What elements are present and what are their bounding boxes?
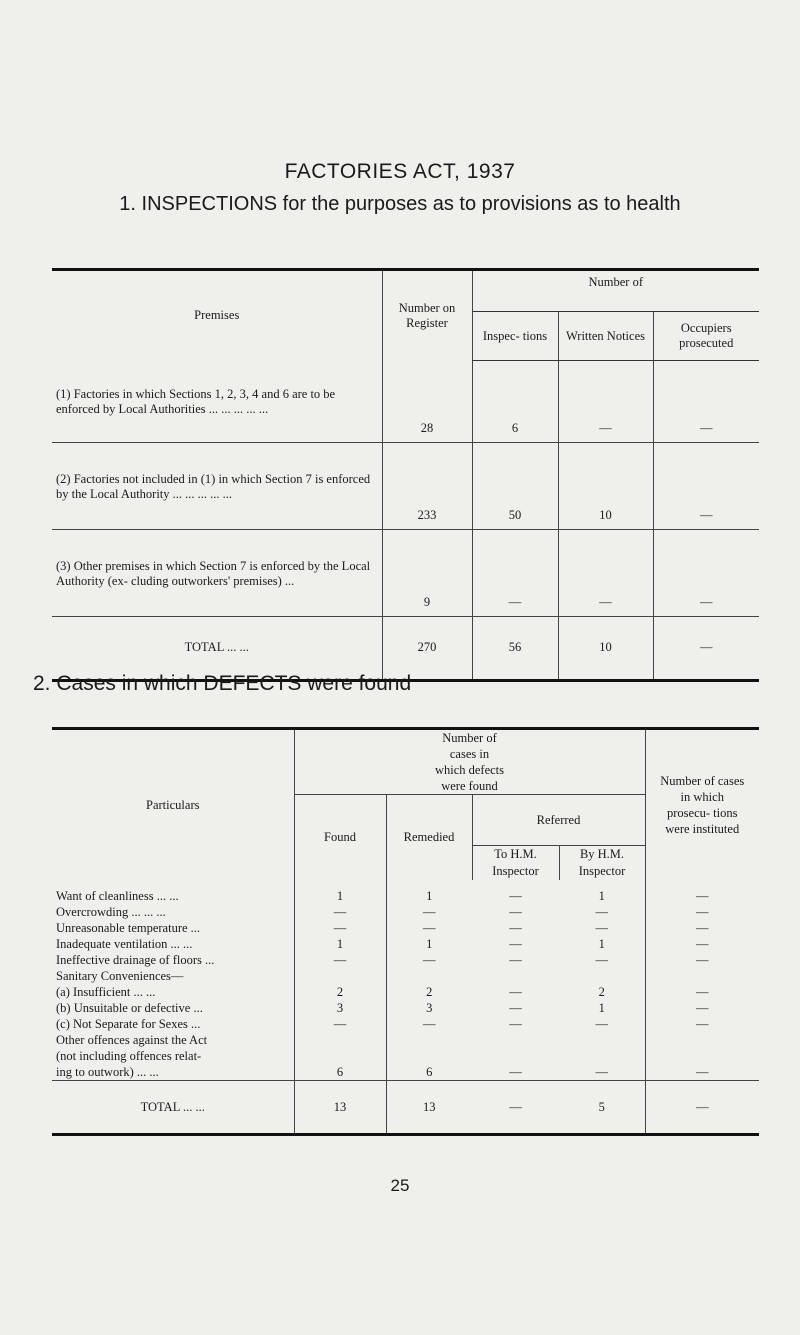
col-cases-found: Number of cases in which defects were found (294, 729, 645, 795)
by-hm-cell: 1 (598, 1001, 605, 1015)
notices-cell: — (558, 361, 653, 443)
total-to-hm: — (472, 1081, 559, 1135)
found-cell: — (294, 952, 386, 968)
total-label: TOTAL ... ... (52, 616, 382, 680)
particulars-cell: ing to outwork) ... ... (56, 1065, 159, 1079)
prosecutions-cell: — (645, 920, 759, 936)
remedied-cell: 1 (386, 880, 472, 904)
total-row (52, 616, 759, 680)
particulars-cell: (a) Insufficient ... ... (56, 985, 156, 999)
table-row (52, 1000, 759, 1016)
total-inspections: 56 (472, 616, 558, 680)
col-occupiers: Occupiers prosecuted (653, 312, 759, 361)
col-register: Number on Register (382, 270, 472, 361)
remedied-cell: — (386, 920, 472, 936)
by-hm-cell: — (595, 1017, 608, 1031)
by-hm-cell: 1 (598, 937, 605, 951)
to-hm-cell: — (509, 1017, 522, 1031)
remedied-cell: — (386, 952, 472, 968)
to-hm-cell: — (509, 1001, 522, 1015)
section1-heading: 1. INSPECTIONS for the purposes as to provisions as to health (119, 193, 681, 215)
inspections-cell: — (472, 529, 558, 616)
premises-cell: (2) Factories not included in (1) in which Section 7 is enforced by the Local Authority ... ... ... ... ... (52, 442, 382, 529)
col-premises: Premises (194, 308, 240, 323)
table-row (52, 529, 759, 616)
table-row (52, 936, 759, 952)
total-row (52, 1081, 759, 1135)
inspections-table (52, 268, 759, 682)
particulars-cell: Unreasonable temperature ... (56, 921, 201, 935)
prosecutions-cell (645, 1048, 759, 1064)
prosecuted-cell: — (653, 361, 759, 443)
prosecuted-cell: — (653, 529, 759, 616)
prosecutions-cell: — (645, 1064, 759, 1081)
prosecutions-cell (645, 968, 759, 984)
total-notices: 10 (558, 616, 653, 680)
to-hm-cell: — (509, 905, 522, 919)
remedied-cell (386, 1032, 472, 1048)
table-row (52, 984, 759, 1000)
prosecutions-cell: — (645, 952, 759, 968)
table-row (52, 361, 759, 443)
col-by-hm: By H.M. Inspector (559, 846, 645, 881)
prosecutions-cell: — (645, 904, 759, 920)
found-cell: — (294, 920, 386, 936)
page-number: 25 (390, 1176, 410, 1195)
found-cell: 1 (294, 880, 386, 904)
particulars-cell: Sanitary Conveniences— (56, 969, 184, 983)
premises-cell: (1) Factories in which Sections 1, 2, 3, 4 and 6 are to be enforced by Local Authorities ... ... ... ... ... (56, 387, 336, 416)
remedied-cell: 2 (386, 984, 472, 1000)
inspections-cell: 50 (472, 442, 558, 529)
by-hm-cell: — (595, 1065, 608, 1079)
inspections-cell: 6 (472, 361, 558, 443)
premises-cell: (3) Other premises in which Section 7 is enforced by the Local Authority (ex- cluding outworkers' premises) ... (52, 529, 382, 616)
particulars-cell: Overcrowding ... ... ... (56, 905, 166, 919)
remedied-cell (386, 968, 472, 984)
particulars-cell: (c) Not Separate for Sexes ... (56, 1017, 201, 1031)
col-particulars: Particulars (146, 797, 200, 812)
to-hm-cell: — (509, 953, 522, 967)
by-hm-cell (559, 1032, 645, 1048)
to-hm-cell: — (509, 1065, 522, 1079)
by-hm-cell (559, 1048, 645, 1064)
notices-cell: 10 (558, 442, 653, 529)
by-hm-cell (559, 968, 645, 984)
register-cell: 28 (382, 361, 472, 443)
col-to-hm: To H.M. Inspector (472, 846, 559, 881)
col-number-of: Number of (472, 270, 759, 312)
col-prosecutions: Number of cases in which prosecu- tions were instituted (645, 729, 759, 881)
found-cell: 2 (294, 984, 386, 1000)
table-row (52, 442, 759, 529)
to-hm-cell: — (509, 985, 522, 999)
by-hm-cell: 2 (598, 985, 605, 999)
by-hm-cell: — (595, 905, 608, 919)
prosecutions-cell: — (645, 984, 759, 1000)
prosecutions-cell: — (645, 936, 759, 952)
to-hm-cell: — (509, 889, 522, 903)
particulars-cell: Ineffective drainage of floors ... (56, 953, 215, 967)
table-row (52, 904, 759, 920)
prosecuted-cell: — (653, 442, 759, 529)
total-prosecutions: — (645, 1081, 759, 1135)
particulars-cell: (not including offences relat- (56, 1049, 202, 1063)
by-hm-cell: — (595, 921, 608, 935)
total-remedied: 13 (386, 1081, 472, 1135)
table-row (52, 952, 759, 968)
page-title: FACTORIES ACT, 1937 (284, 160, 516, 183)
total-label: TOTAL ... ... (52, 1081, 294, 1135)
defects-table (52, 727, 759, 1136)
remedied-cell: 1 (386, 936, 472, 952)
particulars-cell: (b) Unsuitable or defective ... (56, 1001, 203, 1015)
particulars-cell: Want of cleanliness ... ... (56, 889, 179, 903)
col-remedied: Remedied (386, 795, 472, 881)
remedied-cell: — (386, 904, 472, 920)
col-inspections: Inspec- tions (472, 312, 558, 361)
by-hm-cell: — (595, 953, 608, 967)
register-cell: 9 (382, 529, 472, 616)
found-cell: 3 (294, 1000, 386, 1016)
table-row (52, 1016, 759, 1032)
table-row (52, 920, 759, 936)
table-row (52, 1032, 759, 1048)
table-row (52, 968, 759, 984)
found-cell (294, 968, 386, 984)
table-row (52, 1064, 759, 1081)
notices-cell: — (558, 529, 653, 616)
section2-heading: 2. Cases in which DEFECTS were found (33, 672, 412, 695)
to-hm-cell (472, 1032, 559, 1048)
to-hm-cell (472, 1048, 559, 1064)
total-register: 270 (382, 616, 472, 680)
table-row (52, 1048, 759, 1064)
to-hm-cell: — (509, 937, 522, 951)
col-found: Found (294, 795, 386, 881)
total-prosecuted: — (653, 616, 759, 680)
to-hm-cell: — (509, 921, 522, 935)
particulars-cell: Other offences against the Act (56, 1033, 208, 1047)
to-hm-cell (472, 968, 559, 984)
prosecutions-cell: — (645, 880, 759, 904)
prosecutions-cell: — (645, 1016, 759, 1032)
found-cell: — (294, 904, 386, 920)
total-by-hm: 5 (559, 1081, 645, 1135)
found-cell: — (294, 1016, 386, 1032)
remedied-cell: 6 (386, 1064, 472, 1081)
table-row (52, 880, 759, 904)
col-referred: Referred (472, 795, 645, 846)
found-cell (294, 1032, 386, 1048)
found-cell (294, 1048, 386, 1064)
register-cell: 233 (382, 442, 472, 529)
remedied-cell: — (386, 1016, 472, 1032)
remedied-cell (386, 1048, 472, 1064)
total-found: 13 (294, 1081, 386, 1135)
found-cell: 1 (294, 936, 386, 952)
prosecutions-cell (645, 1032, 759, 1048)
prosecutions-cell: — (645, 1000, 759, 1016)
col-written-notices: Written Notices (558, 312, 653, 361)
remedied-cell: 3 (386, 1000, 472, 1016)
particulars-cell: Inadequate ventilation ... ... (56, 937, 193, 951)
by-hm-cell: 1 (598, 889, 605, 903)
found-cell: 6 (294, 1064, 386, 1081)
